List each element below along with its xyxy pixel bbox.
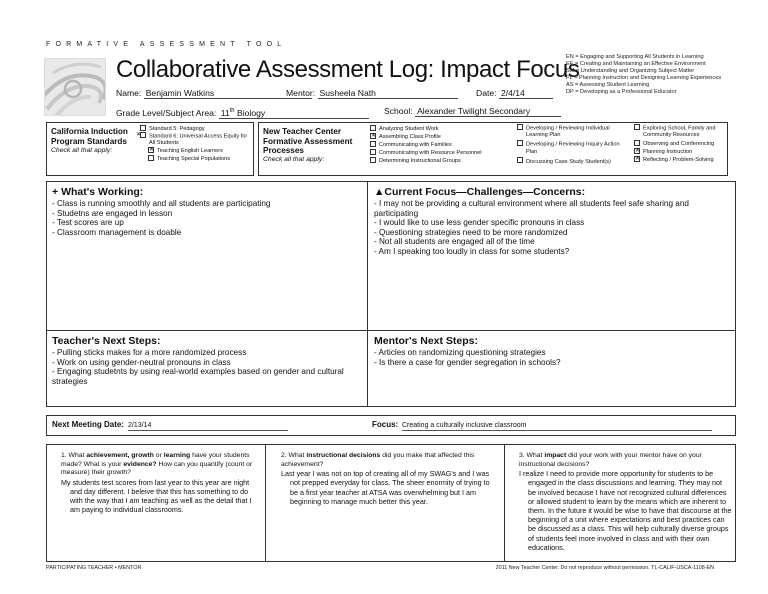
checkbox-label: Planning Instruction	[643, 149, 693, 156]
checkbox-label: Discussing Case Study Student(s)	[526, 158, 611, 165]
grade-label: Grade Level/Subject Area:	[116, 107, 217, 118]
legend-item: EE = Creating and Maintaining an Effective Environment	[566, 61, 706, 68]
checkbox-item[interactable]	[634, 148, 728, 156]
reflection-3	[510, 452, 732, 552]
checkbox-label: Analyzing Student Work	[379, 126, 439, 132]
checkbox-item[interactable]	[148, 147, 252, 155]
processes-col-3	[634, 125, 728, 164]
checked-box-icon[interactable]: ✕	[635, 148, 641, 154]
focus-label: Focus:	[372, 420, 399, 429]
checkbox-icon[interactable]	[148, 155, 154, 161]
list-item: - Is there a case for gender segregation in schools?	[374, 357, 561, 367]
standards-legend	[566, 54, 726, 97]
name-label: Name:	[116, 88, 142, 98]
checked-box-icon[interactable]: ✕	[635, 156, 641, 162]
grade-row	[116, 106, 369, 119]
grade-number: 11	[220, 107, 230, 118]
checkbox-label: Teaching Special Populations	[157, 156, 231, 163]
checkbox-icon[interactable]	[517, 124, 523, 130]
grade-subject: Biology	[234, 107, 266, 118]
checkbox-item[interactable]	[370, 141, 510, 149]
name-row	[116, 88, 312, 99]
checkbox-icon[interactable]	[517, 157, 523, 163]
list-item: - Class is running smoothly and all students are participating	[52, 199, 271, 208]
plus-icon: +	[52, 186, 62, 198]
mentor-next-steps-list[interactable]	[374, 348, 730, 367]
mentor-field[interactable]: Susheela Nath	[318, 88, 458, 99]
checkbox-icon[interactable]	[517, 140, 523, 146]
checkbox-label: Determining Instructional Groups	[379, 158, 461, 164]
date-field[interactable]: 2/4/14	[499, 88, 553, 99]
checkbox-label: Standard 5: Pedagogy	[149, 126, 205, 132]
checked-box-icon[interactable]: ✕	[149, 147, 155, 153]
list-item: - Am I speaking too loudly in class for some students?	[374, 246, 570, 256]
checkbox-icon[interactable]	[634, 124, 640, 130]
teacher-next-steps-list[interactable]	[52, 348, 362, 386]
reflection-question: 1. What achievement, growth or learning have your students made? What is your evidence? How can you quantify (count or measure) their growth?	[61, 452, 253, 477]
list-item: - Classroom management is doable	[52, 227, 182, 237]
reflection-answer[interactable]: Last year I was not on top of creating all of my SWAG's and I was not prepped everyday for class. The sheer enormity of trying to be a first year teacher at ATSA was overwhelming but I am beginning to manage much better this year.	[281, 469, 490, 506]
reflection-question: 3. What impact did your work with your mentor have on your instructional decisions?	[519, 452, 702, 468]
checkbox-label: Communicating with Families	[379, 142, 452, 148]
checkbox-item[interactable]	[634, 125, 728, 139]
checkbox-icon[interactable]	[634, 140, 640, 146]
checkbox-item[interactable]	[370, 133, 510, 141]
tool-label: FORMATIVE ASSESSMENT TOOL	[46, 41, 287, 48]
reflection-question: 2. What instructional decisions did you make that affected this achievement?	[281, 452, 475, 468]
reflection-answer[interactable]: My students test scores from last year to this year are night and day different. I beleive that this has something to do with the way that I am teaching as well as the detail that I am paying to individual classrooms.	[61, 477, 252, 515]
checkbox-label: Developing / Reviewing Inquiry Action Plan	[526, 141, 620, 155]
list-item: - I may not be providing a cultural environment where all students feel safe sharing and participating	[374, 199, 689, 218]
checkbox-item[interactable]	[370, 149, 510, 157]
legend-item: EN = Engaging and Supporting All Students in Learning	[566, 54, 704, 60]
swirl-logo-icon	[44, 58, 106, 116]
checkbox-icon[interactable]	[370, 157, 376, 163]
checkbox-label: Exploring School, Family and Community Resources	[643, 125, 716, 139]
list-item: - I would like to use less gender specific pronouns in class	[374, 218, 585, 228]
processes-col-2	[517, 125, 621, 166]
reflection-answer[interactable]: I realize I need to provide more opportunity for students to be engaged in the class discussions and learning. They may not be involved because I have not recognized cultural differences or allowed student to learn by the means which are inherent to them. In the future it would be wise to have that discourse at the beginning of a unit where expectations and best practices can be discussed as a class. This will help culturally diverse groups of students feel more involved in class and with their own educations.	[519, 469, 732, 552]
name-field[interactable]: Benjamin Watkins	[144, 88, 312, 99]
reflection-2	[272, 452, 498, 506]
list-item: - Studetns are engaged in lesson	[52, 208, 173, 218]
grid-divider-horizontal	[46, 330, 736, 331]
reflection-1	[52, 452, 258, 515]
reflection-divider-2	[504, 444, 505, 562]
checkbox-item[interactable]	[634, 140, 728, 148]
checked-box-icon[interactable]: ✕	[140, 132, 146, 138]
next-meeting-label: Next Meeting Date:	[52, 420, 125, 429]
checkbox-item[interactable]	[135, 132, 252, 147]
checkbox-item[interactable]	[370, 125, 510, 133]
checkbox-item[interactable]	[370, 157, 510, 165]
legend-item: SM = Understanding and Organizing Subject Matter	[566, 68, 695, 75]
checkbox-label: Teaching English Learners	[157, 148, 223, 155]
induction-standards-list	[135, 125, 252, 163]
whats-working-heading	[52, 186, 143, 198]
footer-roles: PARTICIPATING TEACHER • MENTOR	[46, 565, 142, 571]
checkbox-icon[interactable]	[370, 125, 376, 131]
checkbox-item[interactable]	[517, 125, 621, 139]
mentor-row	[286, 88, 458, 99]
footer-copyright: 2011 New Teacher Center. Do not reproduce without permission. TL-CALIF-USCA-1108-EN	[495, 565, 714, 571]
checked-box-icon[interactable]: ✕	[371, 132, 377, 139]
checkbox-label: Developing / Reviewing Individual Learning Plan	[526, 125, 610, 139]
date-row	[476, 88, 553, 99]
checkbox-icon[interactable]	[370, 141, 376, 147]
checkbox-item[interactable]	[634, 156, 728, 164]
focus-field[interactable]: Creating a culturally inclusive classroom	[402, 421, 712, 431]
assessment-processes-title: New Teacher Center Formative Assessment Processes	[263, 127, 353, 155]
checkbox-icon[interactable]	[140, 125, 146, 131]
mentor-label: Mentor:	[286, 88, 316, 98]
checkbox-label: Reflecting / Problem-Solving	[643, 157, 714, 164]
checkbox-item[interactable]	[148, 155, 252, 163]
checkbox-label: Communicating with Resource Personnel	[379, 150, 482, 156]
school-field[interactable]: Alexander Twilight Secondary	[415, 106, 561, 117]
list-item: - Not all students are engaged all of the time	[374, 237, 535, 247]
list-item: - Articles on randomizing questioning strategies	[374, 348, 546, 357]
legend-item: DP = Developing as a Professional Educator	[566, 89, 677, 96]
reflection-divider-1	[265, 444, 266, 562]
school-row	[384, 106, 561, 117]
processes-col-1	[370, 125, 510, 165]
date-label: Date:	[476, 88, 497, 98]
induction-standards-title: California Induction Program Standards	[51, 127, 128, 146]
next-meeting-field[interactable]: 2/13/14	[128, 421, 288, 431]
checkbox-label: Standard 6: Universal Access Equity for All Students	[149, 133, 248, 147]
teacher-next-steps-title: Teacher's Next Steps:	[52, 335, 161, 347]
checkbox-item[interactable]	[140, 125, 252, 133]
grade-suffix: th	[229, 108, 235, 114]
list-item: - Pulling sticks makes for a more randomized process	[52, 348, 247, 357]
checkbox-label: Assembling Class Profile	[379, 134, 441, 140]
checkbox-item[interactable]	[517, 158, 621, 166]
grade-field[interactable]	[219, 106, 369, 119]
current-focus-list[interactable]	[374, 199, 730, 257]
checkbox-icon[interactable]	[370, 149, 376, 155]
list-item: - Engaging studetnts by using real-world examples based on gender and cultural strategies	[52, 367, 344, 386]
induction-standards-hint: Check all that apply:	[51, 147, 113, 154]
legend-item: AS = Assessing Student Learning	[566, 82, 650, 89]
list-item: - Test scores are up	[52, 218, 124, 228]
whats-working-list[interactable]	[52, 199, 362, 237]
checkbox-item[interactable]	[517, 141, 621, 155]
mentor-next-steps-title: Mentor's Next Steps:	[374, 335, 479, 347]
list-item: - Work on using gender-neutral pronouns in class	[52, 357, 231, 367]
school-label: School:	[384, 106, 413, 116]
list-item: - Questioning strategies need to be more randomized	[374, 227, 568, 237]
whats-working-title: What's Working:	[61, 186, 144, 198]
checkbox-label: Observing and Conferencing	[643, 141, 715, 148]
triangle-icon: ▲	[374, 186, 385, 198]
page-title: Collaborative Assessment Log: Impact Focus	[116, 56, 580, 83]
grid-divider-vertical	[367, 181, 368, 407]
current-focus-title: Current Focus—Challenges—Concerns:	[384, 186, 586, 198]
legend-item: PL = Planning Instruction and Designing Learning Experiences	[566, 75, 722, 82]
current-focus-heading	[374, 186, 585, 198]
assessment-processes-hint: Check all that apply:	[263, 156, 325, 163]
